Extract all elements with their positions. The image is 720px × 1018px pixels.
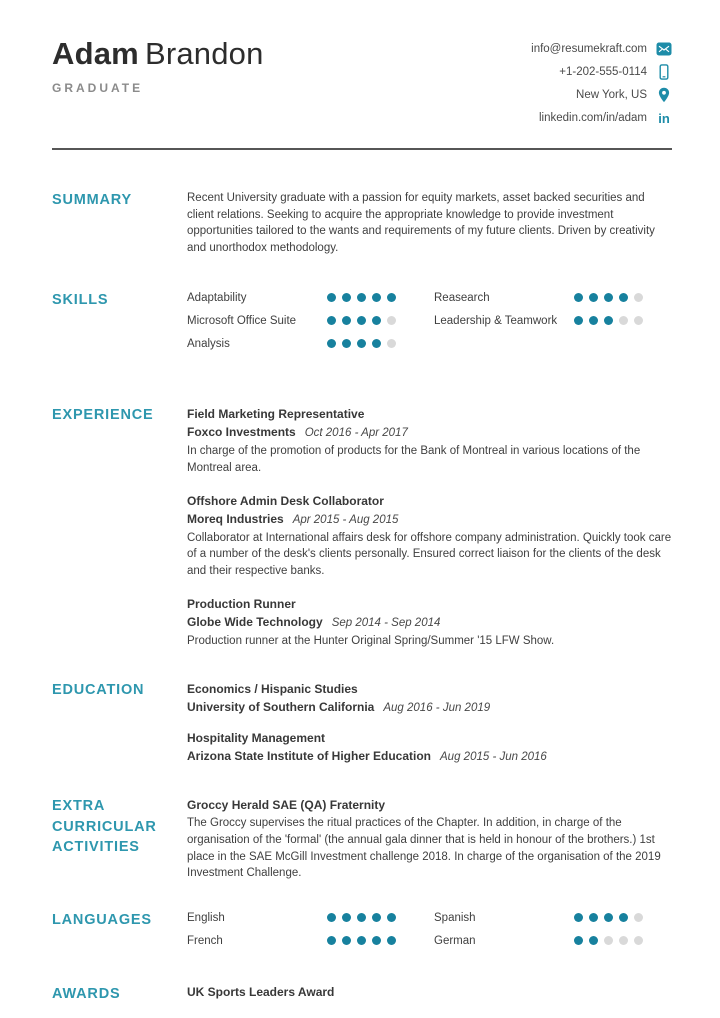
degree: Hospitality Management xyxy=(187,731,326,745)
skill-item xyxy=(187,313,434,329)
contact-phone xyxy=(559,64,672,80)
rating-dot-filled xyxy=(574,293,583,302)
location-icon xyxy=(656,87,672,103)
rating-dot-filled xyxy=(387,936,396,945)
contact-email-text: info@resumekraft.com xyxy=(531,43,647,55)
linkedin-icon: in xyxy=(658,110,670,126)
experience-heading: EXPERIENCE xyxy=(52,406,154,423)
skill-item xyxy=(434,290,672,306)
skills-column-left xyxy=(187,290,434,359)
sections xyxy=(52,190,672,1004)
rating-dot-filled xyxy=(372,316,381,325)
experience-item xyxy=(187,492,672,580)
rating-dot-empty xyxy=(604,936,613,945)
rating-dot-filled xyxy=(357,936,366,945)
rating-dot-empty xyxy=(387,316,396,325)
skill-item xyxy=(187,336,434,352)
rating-dot-filled xyxy=(589,293,598,302)
rating-dot-filled xyxy=(387,913,396,922)
rating-dot-filled xyxy=(357,339,366,348)
skills-heading: SKILLS xyxy=(52,291,109,308)
rating-dot-empty xyxy=(387,339,396,348)
contact-linkedin xyxy=(539,110,672,126)
rating-dot-filled xyxy=(619,913,628,922)
awards-heading: AWARDS xyxy=(52,986,121,1003)
rating-dot-filled xyxy=(327,339,336,348)
skill-label: Analysis xyxy=(187,337,230,350)
job-dates: Sep 2014 - Sep 2014 xyxy=(331,616,441,629)
fraternity-title: Groccy Herald SAE (QA) Fraternity xyxy=(187,798,386,813)
rating-dot-filled xyxy=(372,913,381,922)
language-label: French xyxy=(187,935,223,948)
extra-curricular-content xyxy=(187,796,672,882)
section-languages xyxy=(52,910,672,956)
job-description: Production runner at the Hunter Original Spring/Summer '15 LFW Show. xyxy=(187,635,555,648)
rating-dot-filled xyxy=(327,913,336,922)
contact-list xyxy=(531,41,672,126)
rating-dot-filled xyxy=(357,913,366,922)
rating-dot-filled xyxy=(604,913,613,922)
job-subtitle: GRADUATE xyxy=(52,80,144,95)
rating-dot-filled xyxy=(342,936,351,945)
contact-linkedin-text: linkedin.com/in/adam xyxy=(538,112,647,124)
header xyxy=(52,36,672,132)
language-item xyxy=(187,910,434,926)
rating-dot-filled xyxy=(357,316,366,325)
rating-dot-empty xyxy=(634,293,643,302)
email-icon xyxy=(656,41,672,57)
languages-column-left xyxy=(187,910,434,956)
rating-dot-filled xyxy=(604,293,613,302)
language-label: German xyxy=(434,935,476,948)
job-description: Collaborator at International affairs desk for offshore company administration. Quickly took care of a number of the desk's clients personally. Ensured correct liaison for the clients of the desk and their respective banks. xyxy=(187,531,672,578)
skill-rating-dots xyxy=(327,336,434,348)
contact-location-text: New York, US xyxy=(576,89,647,101)
job-subline xyxy=(187,510,672,529)
skill-rating-dots xyxy=(574,290,672,302)
language-item xyxy=(187,933,434,949)
education-subline xyxy=(187,698,672,717)
rating-dot-filled xyxy=(327,293,336,302)
language-rating-dots xyxy=(574,933,672,945)
rating-dot-filled xyxy=(372,339,381,348)
contact-phone-text: +1-202-555-0114 xyxy=(559,66,647,78)
rating-dot-filled xyxy=(574,936,583,945)
rating-dot-empty xyxy=(634,913,643,922)
skill-label: Reasearch xyxy=(434,291,490,304)
job-dates: Apr 2015 - Aug 2015 xyxy=(292,513,399,526)
experience-item xyxy=(187,405,672,477)
rating-dot-filled xyxy=(342,316,351,325)
job-subline xyxy=(187,423,672,442)
skills-grid xyxy=(187,290,672,359)
section-education xyxy=(52,680,672,767)
section-awards xyxy=(52,984,672,1004)
job-role: Production Runner xyxy=(187,596,296,611)
section-skills xyxy=(52,290,672,359)
person-name xyxy=(52,36,264,72)
rating-dot-filled xyxy=(574,913,583,922)
rating-dot-filled xyxy=(604,316,613,325)
school: University of Southern California xyxy=(187,699,375,714)
language-rating-dots xyxy=(327,910,434,922)
section-summary xyxy=(52,190,672,257)
degree: Economics / Hispanic Studies xyxy=(187,681,358,696)
rating-dot-filled xyxy=(372,936,381,945)
language-label: English xyxy=(187,911,225,924)
language-rating-dots xyxy=(327,933,434,945)
rating-dot-empty xyxy=(619,316,628,325)
languages-grid xyxy=(187,910,672,956)
job-company: Globe Wide Technology xyxy=(187,614,323,629)
language-rating-dots xyxy=(574,910,672,922)
job-subline xyxy=(187,613,672,632)
skill-rating-dots xyxy=(574,313,672,325)
fraternity-description: The Groccy supervises the ritual practices of the Chapter. In addition, in charge of the organisation of the 'formal' (the annual gala dinner that is held in honour of the brothers.) 1st place in the SAE McGill Investment challenge 2018. In charge of the organisation of the 2019 Investment Challenge. xyxy=(187,817,661,880)
rating-dot-filled xyxy=(327,316,336,325)
rating-dot-filled xyxy=(327,936,336,945)
skill-item xyxy=(434,313,672,329)
rating-dot-empty xyxy=(619,936,628,945)
job-company: Moreq Industries xyxy=(187,511,284,526)
rating-dot-filled xyxy=(342,339,351,348)
rating-dot-empty xyxy=(634,936,643,945)
education-item xyxy=(187,729,672,766)
experience-item xyxy=(187,595,672,650)
summary-heading: SUMMARY xyxy=(52,192,132,208)
section-extra-curricular xyxy=(52,796,672,882)
rating-dot-filled xyxy=(372,293,381,302)
education-dates: Aug 2015 - Jun 2016 xyxy=(440,751,547,763)
education-list xyxy=(187,680,672,767)
language-label: Spanish xyxy=(434,911,476,924)
skill-rating-dots xyxy=(327,290,434,302)
contact-email xyxy=(531,41,672,57)
summary-text: Recent University graduate with a passion for equity markets, asset backed securities and client relations. Seeking to acquire the appropriate knowledge to provide investment opportunities tailored to the wants and requirements of my future clients. Driven by creativity and unorthodox methodology. xyxy=(187,192,655,255)
rating-dot-filled xyxy=(589,936,598,945)
job-company: Foxco Investments xyxy=(187,424,296,439)
rating-dot-filled xyxy=(589,316,598,325)
extra-curricular-heading: EXTRA CURRICULAR ACTIVITIES xyxy=(52,798,157,855)
phone-icon xyxy=(656,64,672,80)
language-item xyxy=(434,910,672,926)
language-item xyxy=(434,933,672,949)
rating-dot-filled xyxy=(387,293,396,302)
education-item xyxy=(187,680,672,717)
rating-dot-filled xyxy=(574,316,583,325)
skill-label: Leadership & Teamwork xyxy=(434,314,558,327)
languages-column-right xyxy=(434,910,672,956)
identity-block xyxy=(52,36,264,95)
rating-dot-filled xyxy=(342,293,351,302)
first-name: Adam xyxy=(52,36,139,71)
rating-dot-empty xyxy=(634,316,643,325)
experience-list xyxy=(187,405,672,650)
skill-rating-dots xyxy=(327,313,434,325)
header-divider xyxy=(52,148,672,150)
award-name: UK Sports Leaders Award xyxy=(187,985,335,1000)
skill-label: Microsoft Office Suite xyxy=(187,314,297,327)
education-dates: Aug 2016 - Jun 2019 xyxy=(383,701,491,714)
languages-heading: LANGUAGES xyxy=(52,911,152,928)
school: Arizona State Institute of Higher Education xyxy=(187,749,432,763)
contact-location xyxy=(576,87,672,103)
rating-dot-filled xyxy=(589,913,598,922)
job-role: Offshore Admin Desk Collaborator xyxy=(187,493,384,508)
skills-column-right xyxy=(434,290,672,359)
skill-label: Adaptability xyxy=(187,291,247,304)
job-description: In charge of the promotion of products for the Bank of Montreal in various locations of the Montreal area. xyxy=(187,445,641,474)
education-subline xyxy=(187,747,672,766)
rating-dot-filled xyxy=(619,293,628,302)
last-name: Brandon xyxy=(144,36,264,71)
job-dates: Oct 2016 - Apr 2017 xyxy=(304,426,408,439)
section-experience xyxy=(52,405,672,650)
education-heading: EDUCATION xyxy=(52,681,145,698)
rating-dot-filled xyxy=(342,913,351,922)
rating-dot-filled xyxy=(357,293,366,302)
job-role: Field Marketing Representative xyxy=(187,406,365,421)
skill-item xyxy=(187,290,434,306)
